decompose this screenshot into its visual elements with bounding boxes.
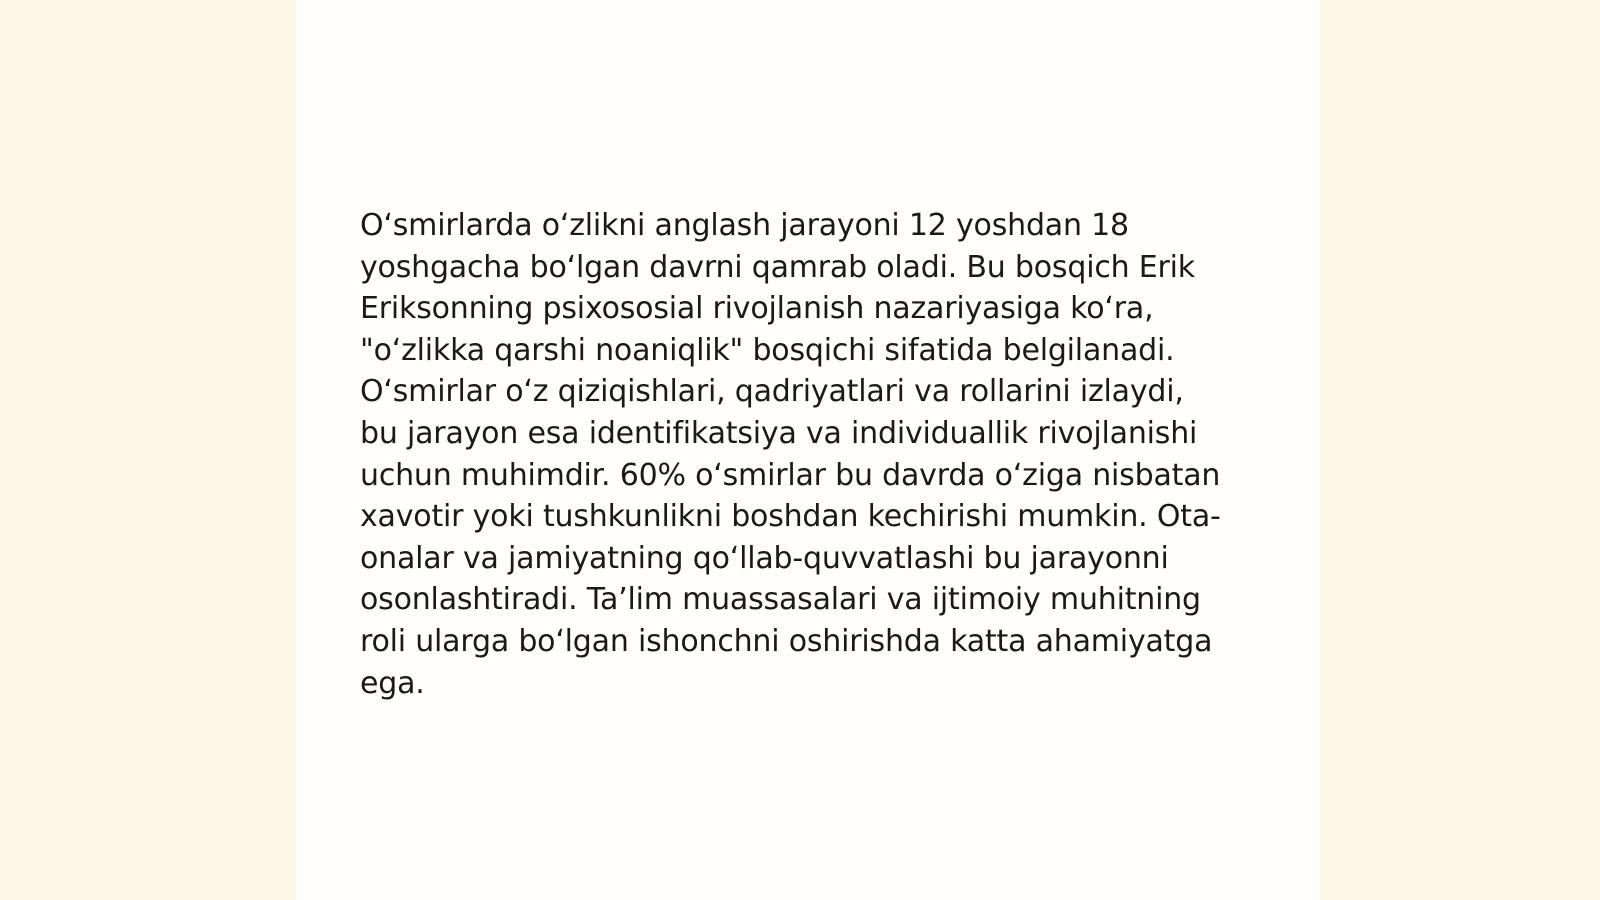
body-paragraph: O‘smirlarda o‘zlikni anglash jarayoni 12 yoshdan 18 yoshgacha bo‘lgan davrni qamrab oladi. Bu bosqich Erik Eriksonning psixososial rivojlanish nazariyasiga ko‘ra, "o‘zlikka qarshi noaniqlik" bosqichi sifatida belgilanadi. O‘smirlar o‘z qiziqishlari, qadriyatlari va rollarini izlaydi, bu jarayon esa identifikatsiya va individuallik rivojlanishi uchun muhimdir. 60% o‘smirlar bu davrda o‘ziga nisbatan xavotir yoki tushkunlikni boshdan kechirishi mumkin. Ota-onalar va jamiyatning qo‘llab-quvvatlashi bu jarayonni osonlashtiradi. Ta’lim muassasalari va ijtimoiy muhitning roli ularga bo‘lgan ishonchni oshirishda katta ahamiyatga ega.	[360, 208, 1221, 701]
document-page	[296, 0, 1320, 900]
